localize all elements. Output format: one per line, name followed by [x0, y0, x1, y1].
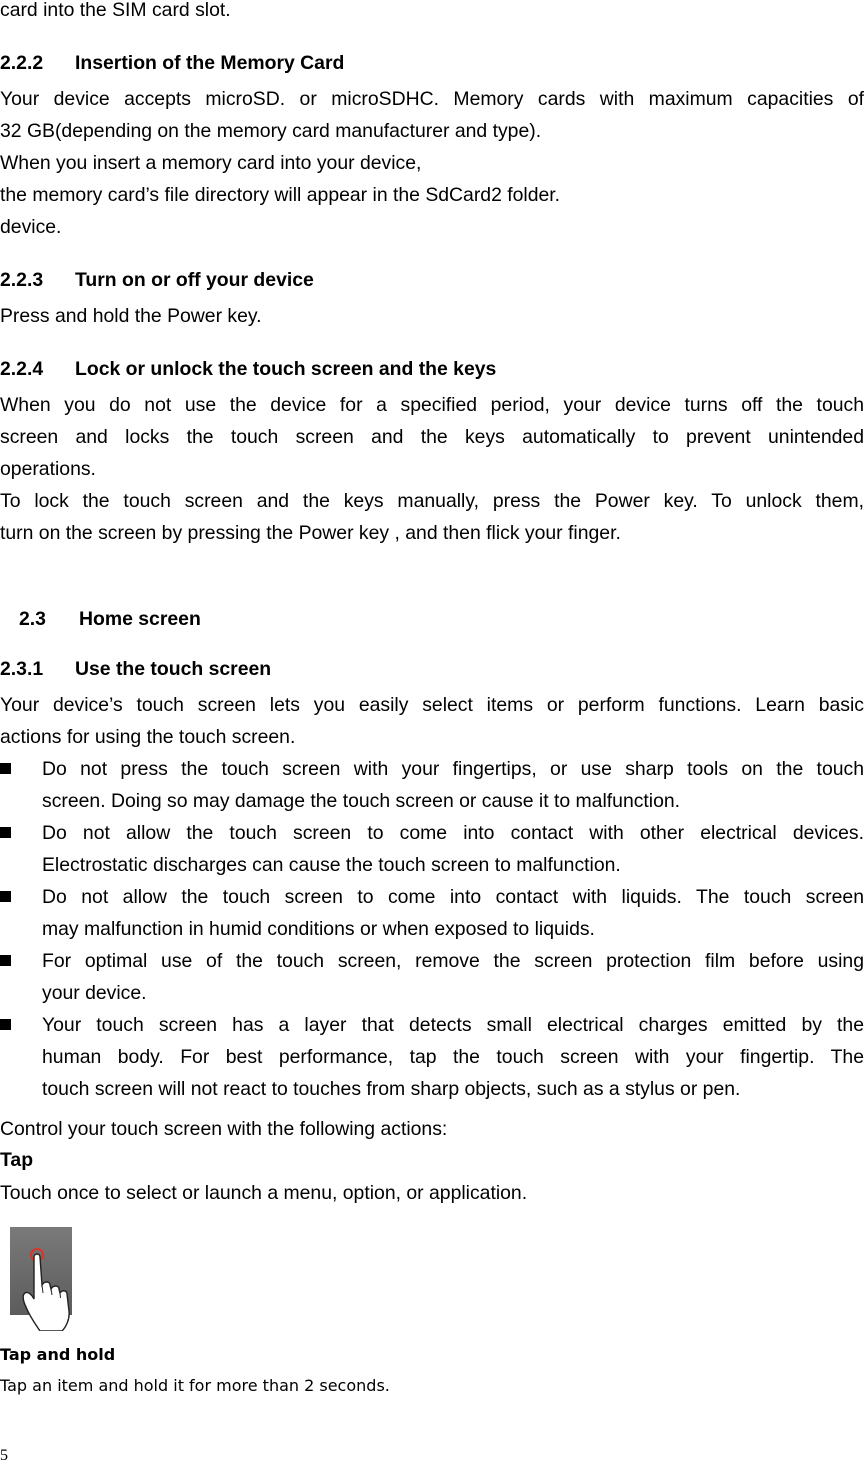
paragraph-line: Your device accepts microSD. or microSDHC. Memory cards with maximum capacities of: [0, 88, 864, 110]
bullet-line: screen. Doing so may damage the touch screen or cause it to malfunction.: [42, 790, 681, 812]
paragraph-line: actions for using the touch screen.: [0, 726, 296, 748]
paragraph-line: To lock the touch screen and the keys manually, press the Power key. To unlock them,: [0, 490, 864, 512]
heading-number: 2.3.1: [0, 658, 44, 680]
bullet-line: Do not press the touch screen with your fingertips, or use sharp tools on the touch: [42, 758, 864, 780]
heading-2-2-2: [0, 50, 344, 76]
paragraph-line: When you do not use the device for a specified period, your device turns off the touch: [0, 394, 864, 416]
heading-title: Use the touch screen: [75, 658, 272, 680]
paragraph-line: Control your touch screen with the following actions:: [0, 1118, 448, 1140]
bullet-square-icon: [0, 1019, 11, 1030]
power-paragraph: [0, 300, 864, 332]
lock-paragraph: [0, 389, 864, 549]
paragraph-line: screen and locks the touch screen and the keys automatically to prevent unintended: [0, 426, 864, 448]
list-item: [0, 945, 864, 1009]
tap-gesture-image: [10, 1227, 80, 1331]
bullet-line: For optimal use of the touch screen, remove the screen protection film before using: [42, 950, 864, 972]
paragraph-line: Touch once to select or launch a menu, option, or application.: [0, 1182, 528, 1204]
paragraph-line: When you insert a memory card into your device,: [0, 152, 422, 174]
bullet-square-icon: [0, 827, 11, 838]
tap-text: [0, 1177, 864, 1209]
list-item: [0, 817, 864, 881]
control-text: [0, 1113, 864, 1145]
paragraph-line: turn on the screen by pressing the Power key , and then flick your finger.: [0, 522, 621, 544]
bullet-square-icon: [0, 955, 11, 966]
heading-number: 2.2.4: [0, 358, 44, 380]
paragraph-line: 32 GB(depending on the memory card manufacturer and type).: [0, 120, 542, 142]
memory-card-paragraph: [0, 83, 864, 243]
paragraph-line: device.: [0, 216, 62, 238]
touch-screen-bullets: [0, 753, 864, 1105]
page-number: 5: [0, 1447, 8, 1464]
paragraph-line: operations.: [0, 458, 96, 480]
bullet-line: Do not allow the touch screen to come into contact with liquids. The touch screen: [42, 886, 864, 908]
bullet-line: Electrostatic discharges can cause the touch screen to malfunction.: [42, 854, 621, 876]
bullet-line: Your touch screen has a layer that detects small electrical charges emitted by the: [42, 1014, 864, 1036]
heading-2-3: [0, 606, 201, 632]
heading-number: 2.2.3: [0, 269, 44, 291]
heading-title: Turn on or off your device: [75, 269, 314, 291]
heading-2-2-3: [0, 267, 314, 293]
heading-title: Insertion of the Memory Card: [75, 52, 345, 74]
bullet-line: touch screen will not react to touches from sharp objects, such as a stylus or pen.: [42, 1078, 741, 1100]
list-item: [0, 1009, 864, 1105]
tap-and-hold-heading: Tap and hold: [0, 1345, 116, 1364]
paragraph-line: Press and hold the Power key.: [0, 305, 262, 327]
tap-heading: [0, 1147, 33, 1173]
touch-screen-intro: [0, 689, 864, 753]
paragraph-line: the memory card’s file directory will appear in the SdCard2 folder.: [0, 184, 561, 206]
heading-2-2-4: [0, 356, 496, 382]
heading-number: 2.2.2: [0, 52, 44, 74]
heading-title: Tap: [0, 1149, 34, 1171]
intro-line: card into the SIM card slot.: [0, 0, 231, 21]
bullet-line: Do not allow the touch screen to come into contact with other electrical devices.: [42, 822, 864, 844]
intro-fragment: [0, 0, 864, 26]
heading-title: Home screen: [79, 608, 201, 630]
list-item: [0, 881, 864, 945]
bullet-line: human body. For best performance, tap the touch screen with your fingertip. The: [42, 1046, 864, 1068]
bullet-line: your device.: [42, 982, 147, 1004]
tap-and-hold-text: Tap an item and hold it for more than 2 seconds.: [0, 1376, 390, 1395]
bullet-square-icon: [0, 763, 11, 774]
heading-title: Lock or unlock the touch screen and the keys: [75, 358, 497, 380]
list-item: [0, 753, 864, 817]
heading-2-3-1: [0, 656, 271, 682]
bullet-line: may malfunction in humid conditions or when exposed to liquids.: [42, 918, 595, 940]
paragraph-line: Your device’s touch screen lets you easily select items or perform functions. Learn basic: [0, 694, 864, 716]
heading-number: 2.3: [19, 608, 46, 630]
bullet-square-icon: [0, 891, 11, 902]
